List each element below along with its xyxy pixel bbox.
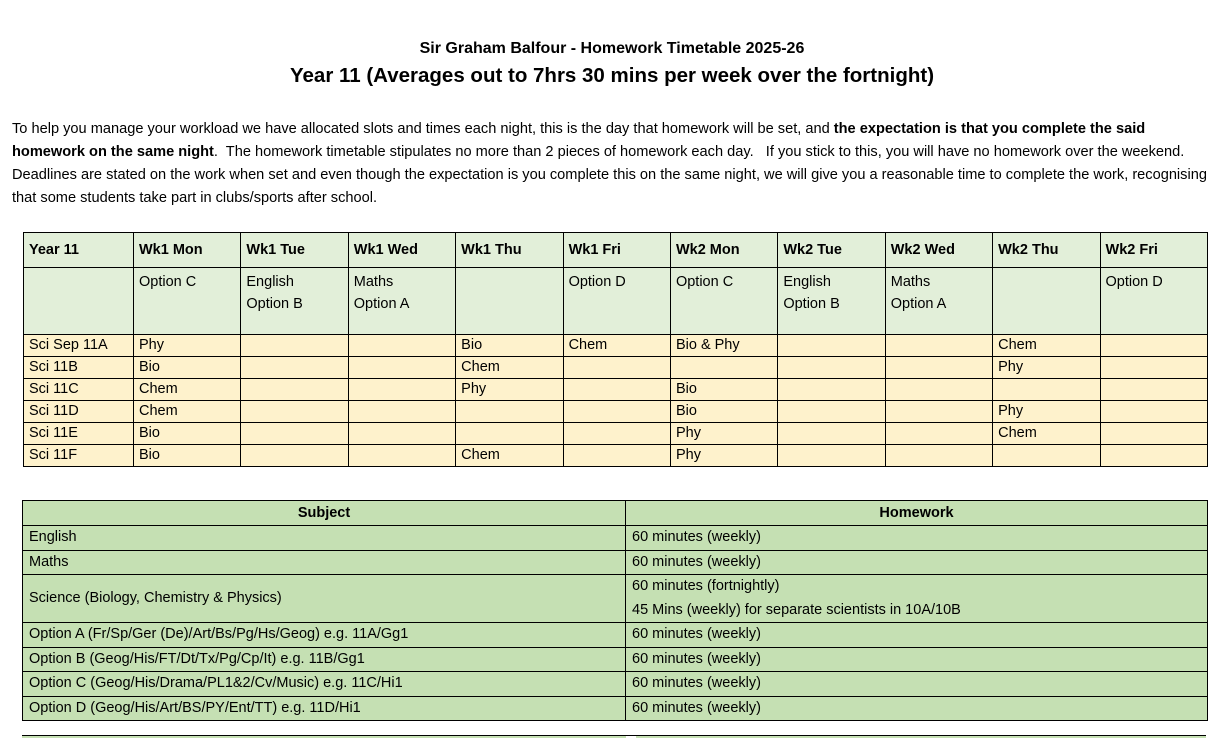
homework-detail-line: 60 minutes (weekly) [632, 699, 761, 716]
homework-slot-cell [778, 335, 885, 357]
options-line: English [783, 274, 831, 290]
homework-slot-cell [1100, 379, 1207, 401]
homework-slot-cell [456, 423, 563, 445]
homework-slot-cell [1100, 357, 1207, 379]
homework-detail-line: 60 minutes (weekly) [632, 626, 761, 642]
subjects-col-header: Subject [23, 501, 626, 526]
homework-slot-cell [348, 357, 455, 379]
timetable-col-header: Year 11 [24, 233, 134, 268]
timetable-row [24, 357, 1208, 379]
homework-slot-cell [778, 401, 885, 423]
timetable-options-cell [993, 268, 1100, 335]
timetable-row [24, 423, 1208, 445]
homework-slot-cell [241, 445, 348, 467]
timetable-col-header: Wk1 Tue [241, 233, 348, 268]
class-label: Sci 11B [24, 357, 134, 379]
subject-name: English [23, 526, 626, 551]
options-line: Maths [353, 274, 394, 290]
intro-paragraph [12, 118, 1212, 210]
subjects-row [23, 696, 1208, 721]
homework-slot-cell: Chem [563, 335, 670, 357]
homework-detail [626, 623, 1208, 648]
timetable-row [24, 401, 1208, 423]
options-line: Option D [568, 274, 626, 290]
homework-slot-cell: Chem [993, 423, 1100, 445]
homework-detail [626, 647, 1208, 672]
options-line: English [246, 274, 294, 290]
options-line: Option A [353, 296, 410, 312]
options-line: Option C [675, 274, 734, 290]
class-label: Sci 11F [24, 445, 134, 467]
homework-slot-cell [241, 379, 348, 401]
timetable-col-header: Wk2 Tue [778, 233, 885, 268]
homework-detail-line: 60 minutes (weekly) [632, 675, 761, 691]
homework-slot-cell: Chem [993, 335, 1100, 357]
homework-slot-cell [563, 423, 670, 445]
subjects-row [23, 672, 1208, 697]
homework-slot-cell [348, 445, 455, 467]
timetable-options-cell [241, 268, 348, 335]
homework-slot-cell [885, 379, 992, 401]
homework-detail [626, 696, 1208, 721]
timetable-header-row [24, 233, 1208, 268]
homework-slot-cell [885, 423, 992, 445]
homework-slot-cell: Phy [456, 379, 563, 401]
homework-slot-cell [348, 335, 455, 357]
class-label: Sci 11E [24, 423, 134, 445]
subject-name: Science (Biology, Chemistry & Physics) [23, 575, 626, 623]
subject-name: Option D (Geog/His/Art/BS/PY/Ent/TT) e.g. 11D/Hi1 [23, 696, 626, 721]
subject-name: Maths [23, 550, 626, 575]
homework-timetable [23, 232, 1208, 467]
homework-detail-line: 60 minutes (fortnightly) [632, 578, 780, 594]
subjects-row [23, 526, 1208, 551]
subjects-header-row [23, 501, 1208, 526]
subjects-row [23, 575, 1208, 623]
timetable-col-header: Wk1 Mon [134, 233, 241, 268]
subjects-col-header: Homework [626, 501, 1208, 526]
homework-slot-cell: Chem [134, 401, 241, 423]
homework-slot-cell [778, 423, 885, 445]
homework-slot-cell: Phy [134, 335, 241, 357]
homework-detail [626, 550, 1208, 575]
homework-detail-line: 60 minutes (weekly) [632, 650, 761, 667]
timetable-col-header: Wk1 Fri [563, 233, 670, 268]
homework-slot-cell: Phy [993, 401, 1100, 423]
homework-slot-cell [348, 401, 455, 423]
timetable-col-header: Wk1 Thu [456, 233, 563, 268]
class-label: Sci 11C [24, 379, 134, 401]
timetable-col-header: Wk2 Fri [1100, 233, 1207, 268]
homework-detail [626, 575, 1208, 623]
homework-slot-cell: Bio [670, 379, 777, 401]
timetable-col-header: Wk2 Wed [885, 233, 992, 268]
timetable-options-cell [778, 268, 885, 335]
homework-detail-line: 60 minutes (weekly) [632, 529, 761, 545]
homework-slot-cell [885, 335, 992, 357]
options-line: Option C [139, 274, 197, 290]
subject-name: Option C (Geog/His/Drama/PL1&2/Cv/Music) e.g. 11C/Hi1 [23, 672, 626, 697]
homework-slot-cell: Bio [134, 423, 241, 445]
homework-slot-cell: Chem [456, 357, 563, 379]
timetable-options-cell [885, 268, 992, 335]
homework-slot-cell [348, 379, 455, 401]
options-line: Option D [1105, 274, 1163, 290]
intro-segment: . The homework timetable stipulates no more than 2 pieces of homework each day. If you stick to this, you will have no homework over the weekend. Deadlines are stated on the work when set and even though the expectation is you complete this on the same night, we will give you a reasonable time to complete the work, recognising that some students take part in clubs/sports after school. [12, 144, 1212, 206]
homework-slot-cell [456, 401, 563, 423]
homework-slot-cell [885, 357, 992, 379]
homework-slot-cell: Bio [134, 357, 241, 379]
homework-slot-cell [348, 423, 455, 445]
class-label: Sci 11D [24, 401, 134, 423]
timetable-options-cell [456, 268, 563, 335]
homework-slot-cell [563, 357, 670, 379]
options-line: Option B [783, 296, 840, 312]
subject-name: Option B (Geog/His/FT/Dt/Tx/Pg/Cp/It) e.g. 11B/Gg1 [23, 647, 626, 672]
timetable-options-cell [563, 268, 670, 335]
homework-slot-cell: Phy [670, 445, 777, 467]
options-line: Option A [890, 296, 947, 312]
homework-slot-cell: Chem [456, 445, 563, 467]
options-line: Option B [246, 296, 303, 312]
timetable-options-cell [1100, 268, 1207, 335]
subject-name: Option A (Fr/Sp/Ger (De)/Art/Bs/Pg/Hs/Geog) e.g. 11A/Gg1 [23, 623, 626, 648]
timetable-col-header: Wk2 Thu [993, 233, 1100, 268]
intro-segment: To help you manage your workload we have allocated slots and times each night, this is the day that homework will be set, and [12, 121, 834, 137]
timetable-col-header: Wk1 Wed [348, 233, 455, 268]
timetable-options-cell [670, 268, 777, 335]
timetable-options-cell [348, 268, 455, 335]
subjects-row [23, 623, 1208, 648]
subjects-table [22, 500, 1208, 721]
homework-slot-cell [778, 379, 885, 401]
homework-slot-cell [885, 401, 992, 423]
homework-slot-cell [1100, 401, 1207, 423]
homework-slot-cell [993, 445, 1100, 467]
homework-slot-cell [993, 379, 1100, 401]
timetable-options-cell [24, 268, 134, 335]
homework-slot-cell: Chem [134, 379, 241, 401]
homework-slot-cell [563, 401, 670, 423]
homework-slot-cell [241, 335, 348, 357]
homework-slot-cell: Bio [670, 401, 777, 423]
timetable-options-row [24, 268, 1208, 335]
homework-slot-cell [1100, 423, 1207, 445]
document-title: Sir Graham Balfour - Homework Timetable 2025-26 [419, 40, 805, 57]
homework-slot-cell [563, 445, 670, 467]
timetable-row [24, 335, 1208, 357]
homework-slot-cell: Bio & Phy [670, 335, 777, 357]
subjects-row [23, 647, 1208, 672]
timetable-options-cell [134, 268, 241, 335]
document-subtitle: Year 11 (Averages out to 7hrs 30 mins per week over the fortnight) [289, 64, 935, 87]
homework-slot-cell [885, 445, 992, 467]
homework-slot-cell [670, 357, 777, 379]
timetable-row [24, 379, 1208, 401]
class-label: Sci Sep 11A [24, 335, 134, 357]
homework-detail-line: 45 Mins (weekly) for separate scientists in 10A/10B [632, 601, 961, 618]
options-line: Maths [890, 274, 931, 290]
intro-segment: the expectation is that you complete the said homework on the same night [12, 121, 1150, 160]
homework-slot-cell [778, 357, 885, 379]
homework-slot-cell: Bio [134, 445, 241, 467]
homework-slot-cell: Phy [670, 423, 777, 445]
timetable-row [24, 445, 1208, 467]
timetable-col-header: Wk2 Mon [670, 233, 777, 268]
homework-slot-cell [241, 401, 348, 423]
homework-detail-line: 60 minutes (weekly) [632, 553, 761, 570]
homework-slot-cell [241, 423, 348, 445]
homework-slot-cell [241, 357, 348, 379]
subjects-row [23, 550, 1208, 575]
homework-slot-cell [563, 379, 670, 401]
homework-slot-cell [1100, 335, 1207, 357]
homework-slot-cell [778, 445, 885, 467]
homework-slot-cell: Phy [993, 357, 1100, 379]
homework-detail [626, 526, 1208, 551]
homework-slot-cell [1100, 445, 1207, 467]
homework-slot-cell: Bio [456, 335, 563, 357]
homework-detail [626, 672, 1208, 697]
